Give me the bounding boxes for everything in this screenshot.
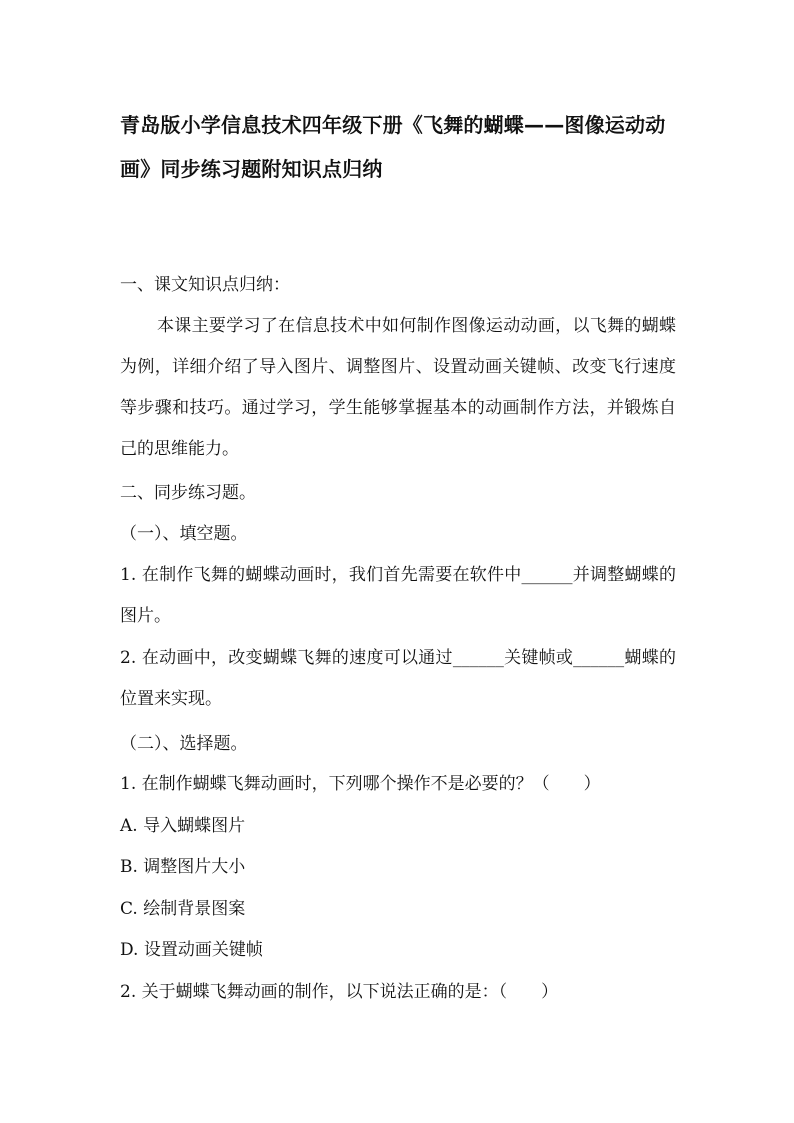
choice-heading: （二）、选择题。: [120, 734, 248, 754]
choice-option-c: C. 绘制背景图案: [120, 899, 246, 919]
fill-blank-question-1: 1. 在制作飞舞的蝴蝶动画时，我们首先需要在软件中______并调整蝴蝶的图片。: [120, 565, 676, 626]
fill-blank-question-2: 2. 在动画中，改变蝴蝶飞舞的速度可以通过______关键帧或______蝴蝶的位置来实现。: [120, 648, 676, 709]
choice-option-d: D. 设置动画关键帧: [120, 940, 263, 960]
document-title: 青岛版小学信息技术四年级下册《飞舞的蝴蝶——图像运动动画》同步练习题附知识点归纳: [120, 113, 666, 181]
fill-blank-heading: （一）、填空题。: [120, 524, 248, 544]
choice-option-b: B. 调整图片大小: [120, 857, 246, 877]
choice-option-a: A. 导入蝴蝶图片: [120, 816, 246, 836]
choice-question-2: 2. 关于蝴蝶飞舞动画的制作，以下说法正确的是：（ ）: [120, 982, 559, 1002]
section1-heading: 一、课文知识点归纳：: [120, 275, 290, 295]
choice-question-1: 1. 在制作蝴蝶飞舞动画时，下列哪个操作不是必要的？（ ）: [120, 774, 601, 794]
section2-heading: 二、同步练习题。: [120, 483, 256, 503]
section1-paragraph: 本课主要学习了在信息技术中如何制作图像运动动画，以飞舞的蝴蝶为例，详细介绍了导入图片、调整图片、设置动画关键帧、改变飞行速度等步骤和技巧。通过学习，学生能够掌握基本的动画制作方法，并锻炼自己的思维能力。: [120, 316, 676, 459]
